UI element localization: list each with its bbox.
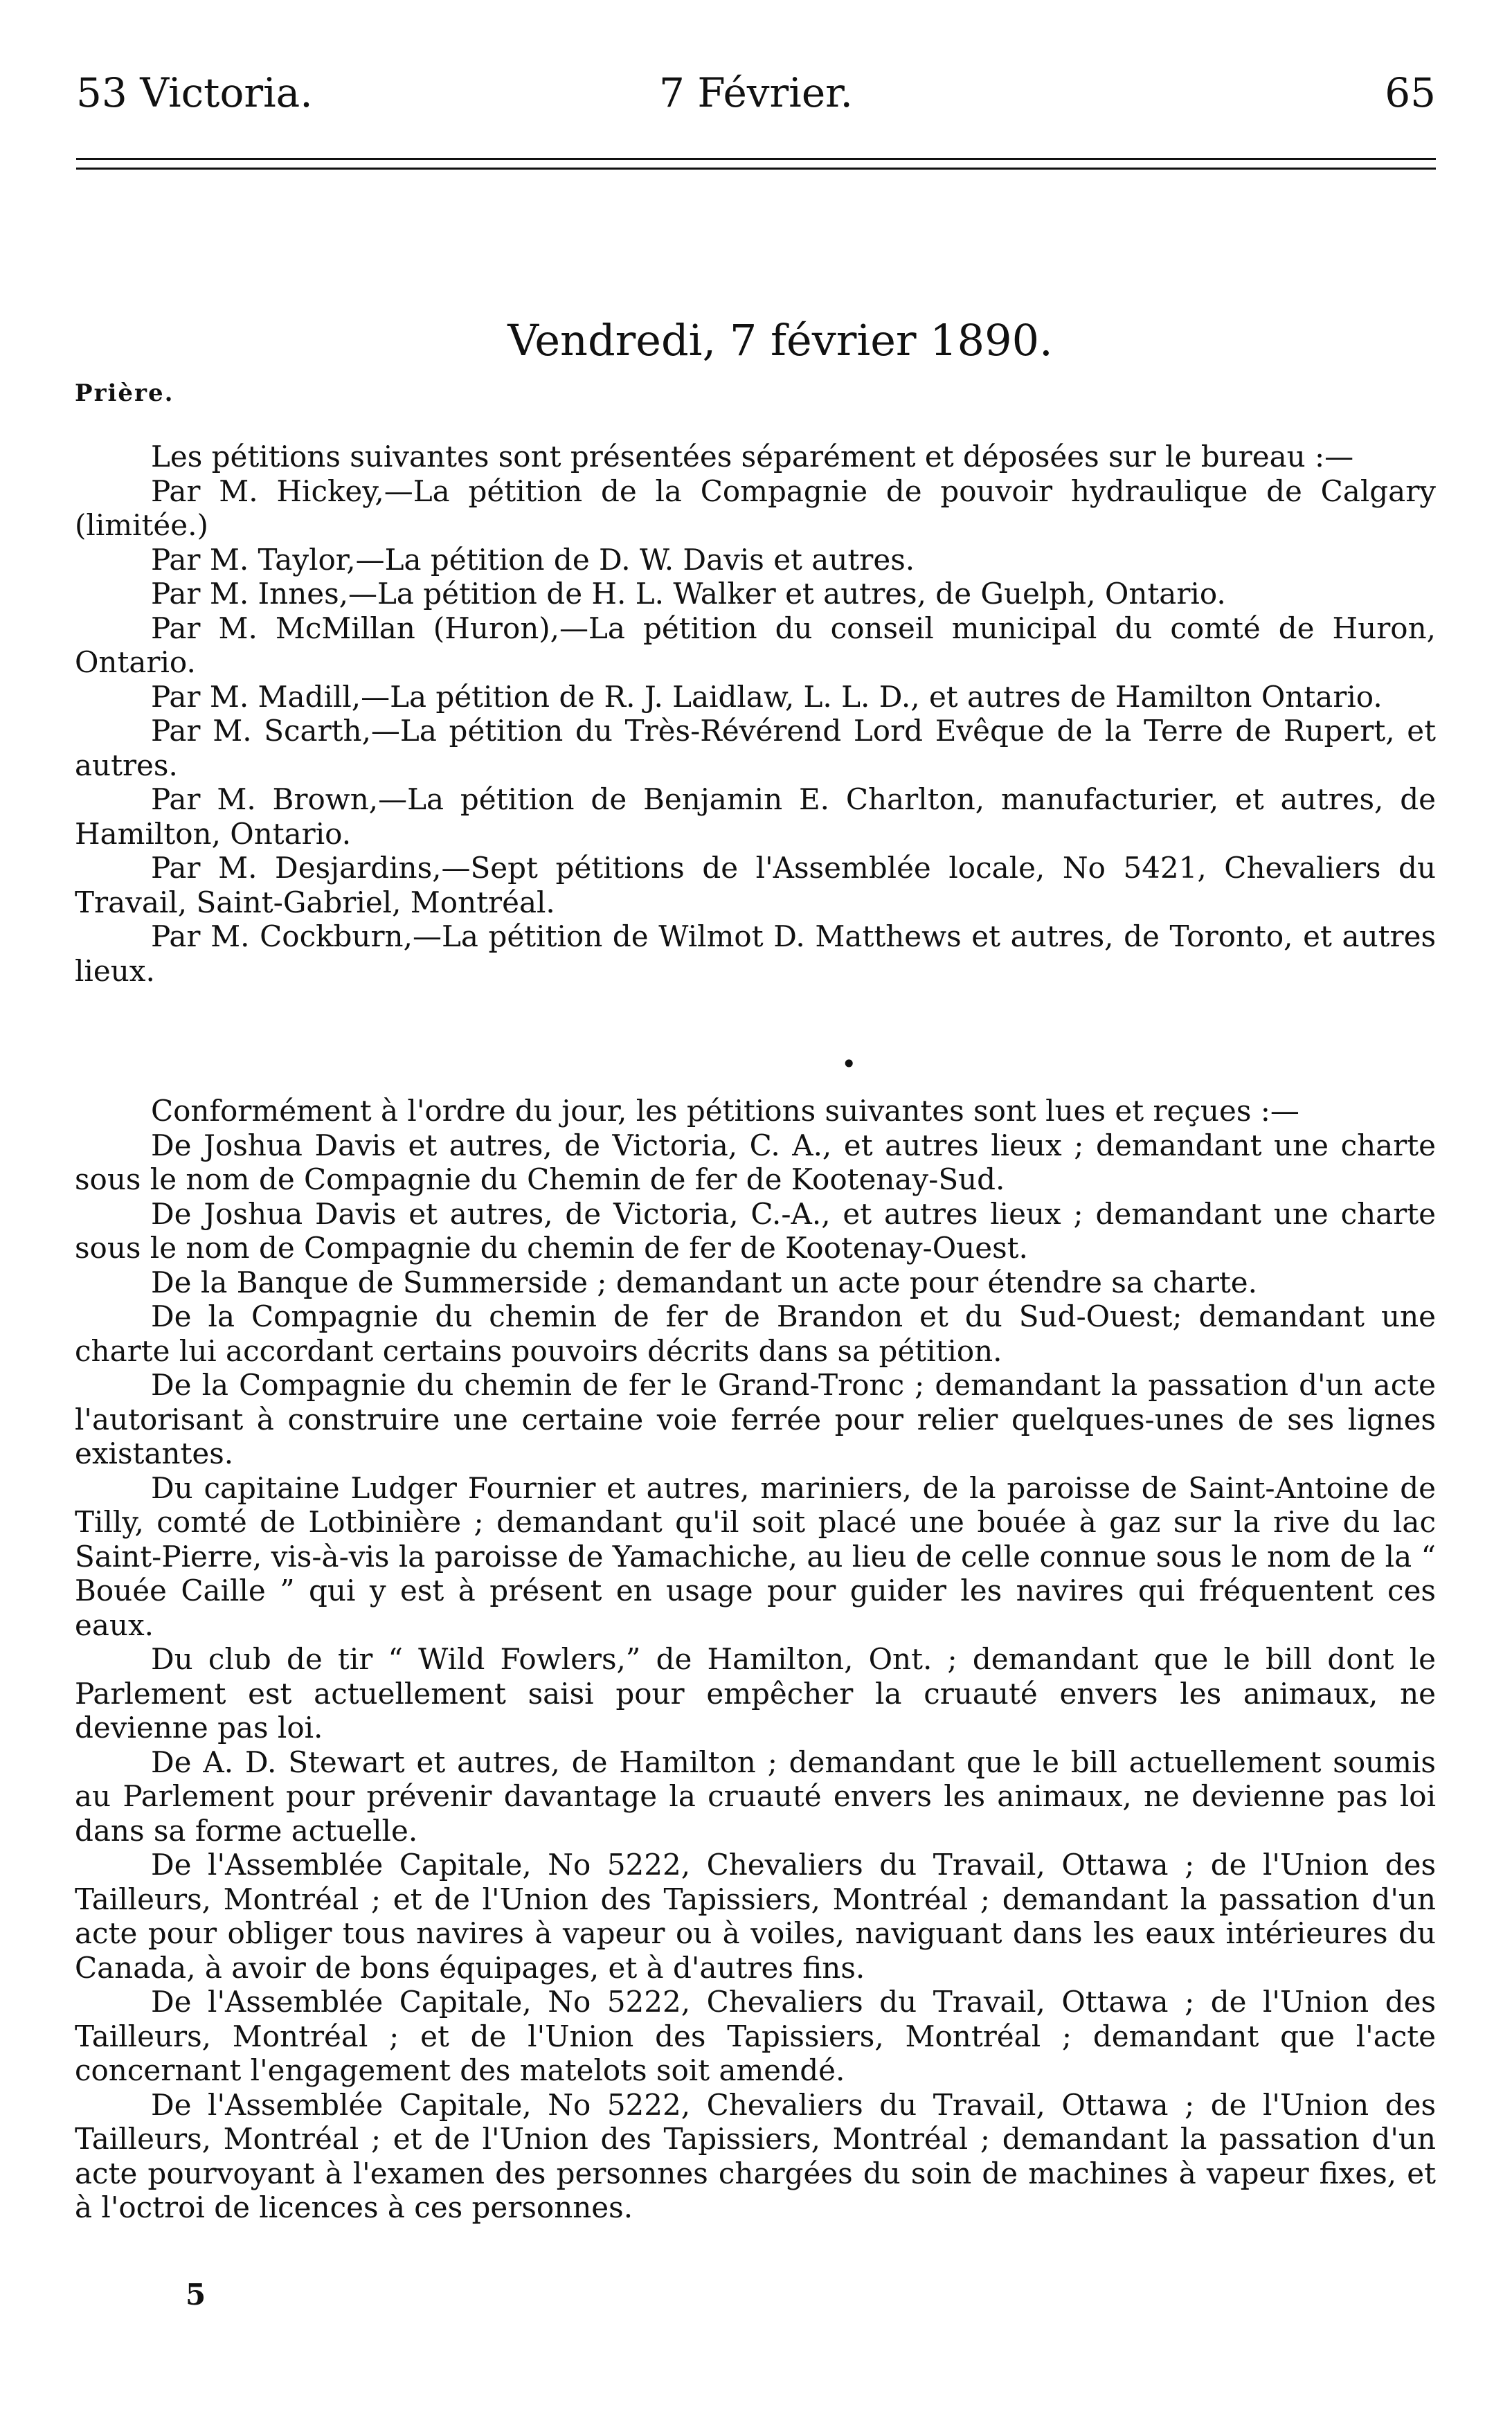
signature-mark: 5 bbox=[186, 2278, 206, 2312]
paragraph: Par M. McMillan (Huron),—La pétition du conseil municipal du comté de Huron, Ontario. bbox=[75, 611, 1436, 679]
petitions-read bbox=[75, 1094, 1436, 2225]
paragraph: De Joshua Davis et autres, de Victoria, C.-A., et autres lieux ; demandant une charte sous le nom de Compagnie du chemin de fer de Kootenay-Ouest. bbox=[75, 1196, 1436, 1265]
date-label: 7 Février. bbox=[659, 69, 853, 116]
paragraph: Conformément à l'ordre du jour, les pétitions suivantes sont lues et reçues :— bbox=[151, 1094, 1299, 1128]
paragraph: De la Compagnie du chemin de fer le Grand-Tronc ; demandant la passation d'un acte l'autorisant à construire une certaine voie ferrée pour relier quelques-unes de ses lignes existantes. bbox=[75, 1368, 1436, 1470]
paragraph: Par M. Brown,—La pétition de Benjamin E. Charlton, manufacturier, et autres, de Hamilton, Ontario. bbox=[75, 782, 1436, 851]
petitions-presented bbox=[75, 440, 1436, 988]
margin-note: Prière. bbox=[75, 379, 174, 407]
running-head bbox=[76, 69, 1436, 125]
paragraph: Les pétitions suivantes sont présentées séparément et déposées sur le bureau :— bbox=[151, 440, 1354, 474]
header-rule-bottom bbox=[76, 168, 1436, 170]
paragraph: De l'Assemblée Capitale, No 5222, Chevaliers du Travail, Ottawa ; de l'Union des Tailleurs, Montréal ; et de l'Union des Tapissiers, Montréal ; demandant la passation d'un acte pour obliger tous navires à vapeur ou à voiles, naviguant dans les eaux intérieures du Canada, à avoir de bons équipages, et à d'autres fins. bbox=[75, 1848, 1436, 1985]
paragraph: Par M. Hickey,—La pétition de la Compagnie de pouvoir hydraulique de Calgary (limitée.) bbox=[75, 474, 1436, 542]
paragraph: De la Compagnie du chemin de fer de Brandon et du Sud-Ouest; demandant une charte lui accordant certains pouvoirs décrits dans sa pétition. bbox=[75, 1299, 1436, 1368]
paragraph: Par M. Desjardins,—Sept pétitions de l'Assemblée locale, No 5421, Chevaliers du Travail, Saint-Gabriel, Montréal. bbox=[75, 851, 1436, 919]
paragraph: Par M. Innes,—La pétition de H. L. Walker et autres, de Guelph, Ontario. bbox=[151, 577, 1226, 611]
paragraph: De l'Assemblée Capitale, No 5222, Chevaliers du Travail, Ottawa ; de l'Union des Tailleurs, Montréal ; et de l'Union des Tapissiers, Montréal ; demandant la passation d'un acte pourvoyant à l'examen des personnes chargées du soin de machines à vapeur fixes, et à l'octroi de licences à ces personnes. bbox=[75, 2087, 1436, 2224]
paragraph: De A. D. Stewart et autres, de Hamilton ; demandant que le bill actuellement soumis au Parlement pour prévenir davantage la cruauté envers les animaux, ne devienne pas loi dans sa forme actuelle. bbox=[75, 1745, 1436, 1848]
session-label: 53 Victoria. bbox=[76, 69, 313, 116]
separator-dot: • bbox=[841, 1049, 857, 1079]
paragraph: De Joshua Davis et autres, de Victoria, C. A., et autres lieux ; demandant une charte sous le nom de Compagnie du Chemin de fer de Kootenay-Sud. bbox=[75, 1128, 1436, 1196]
paragraph: Par M. Scarth,—La pétition du Très-Révérend Lord Evêque de la Terre de Rupert, et autres. bbox=[75, 714, 1436, 782]
date-heading: Vendredi, 7 février 1890. bbox=[507, 315, 1053, 366]
paragraph: Par M. Taylor,—La pétition de D. W. Davis et autres. bbox=[151, 542, 915, 577]
paragraph: Du club de tir “ Wild Fowlers,” de Hamilton, Ont. ; demandant que le bill dont le Parlement est actuellement saisi pour empêcher la cruauté envers les animaux, ne devienne pas loi. bbox=[75, 1642, 1436, 1745]
page-number: 65 bbox=[1385, 69, 1436, 116]
paragraph: Par M. Cockburn,—La pétition de Wilmot D. Matthews et autres, de Toronto, et autres lieux. bbox=[75, 919, 1436, 988]
paragraph: Par M. Madill,—La pétition de R. J. Laidlaw, L. L. D., et autres de Hamilton Ontario. bbox=[151, 679, 1383, 714]
paragraph: De l'Assemblée Capitale, No 5222, Chevaliers du Travail, Ottawa ; de l'Union des Tailleurs, Montréal ; et de l'Union des Tapissiers, Montréal ; demandant que l'acte concernant l'engagement des matelots soit amendé. bbox=[75, 1985, 1436, 2087]
paragraph: Du capitaine Ludger Fournier et autres, mariniers, de la paroisse de Saint-Antoine de Tilly, comté de Lotbinière ; demandant qu'il soit placé une bouée à gaz sur la rive du lac Saint-Pierre, vis-à-vis la paroisse de Yamachiche, au lieu de celle connue sous le nom de la “ Bouée Caille ” qui y est à présent en usage pour guider les navires qui fréquentent ces eaux. bbox=[75, 1470, 1436, 1642]
header-rule-top bbox=[76, 158, 1436, 160]
paragraph: De la Banque de Summerside ; demandant un acte pour étendre sa charte. bbox=[151, 1265, 1258, 1299]
